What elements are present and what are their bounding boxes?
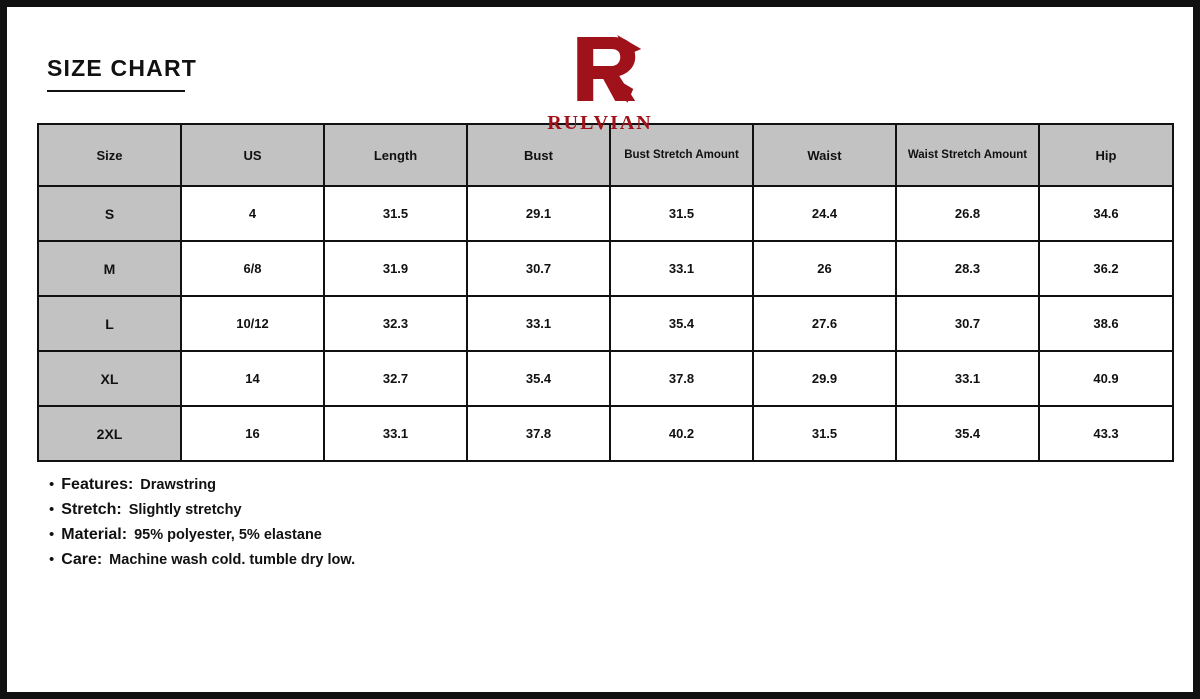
table-row [38, 351, 1173, 406]
list-item [49, 526, 1165, 544]
column-header-us: US [181, 124, 324, 186]
cell-waist: 26 [753, 241, 896, 296]
column-header-length: Length [324, 124, 467, 186]
size-table-container [35, 123, 1165, 462]
bullet-icon: • [49, 526, 55, 543]
cell-hip: 40.9 [1039, 351, 1173, 406]
cell-hip: 34.6 [1039, 186, 1173, 241]
list-item [49, 551, 1165, 569]
cell-waist: 24.4 [753, 186, 896, 241]
cell-hip: 43.3 [1039, 406, 1173, 461]
cell-hip: 36.2 [1039, 241, 1173, 296]
cell-bust-stretch: 37.8 [610, 351, 753, 406]
cell-us: 4 [181, 186, 324, 241]
cell-length: 33.1 [324, 406, 467, 461]
note-label: Stretch: [61, 501, 122, 518]
column-header-waist: Waist [753, 124, 896, 186]
cell-bust-stretch: 33.1 [610, 241, 753, 296]
cell-bust-stretch: 40.2 [610, 406, 753, 461]
cell-size: L [38, 296, 181, 351]
note-value: Slightly stretchy [128, 502, 242, 518]
size-table [37, 123, 1174, 462]
cell-bust: 35.4 [467, 351, 610, 406]
title-underline [47, 90, 185, 92]
bullet-icon: • [49, 551, 55, 568]
bullet-icon: • [49, 501, 55, 518]
note-value: Drawstring [140, 477, 217, 493]
cell-length: 31.9 [324, 241, 467, 296]
bullet-icon: • [49, 476, 55, 493]
cell-bust: 37.8 [467, 406, 610, 461]
list-item [49, 501, 1165, 519]
cell-size: 2XL [38, 406, 181, 461]
cell-us: 6/8 [181, 241, 324, 296]
cell-size: S [38, 186, 181, 241]
rulvian-r-logo-icon [547, 33, 653, 110]
page-title: SIZE CHART [47, 55, 197, 81]
cell-hip: 38.6 [1039, 296, 1173, 351]
column-header-waist-stretch-amount: Waist Stretch Amount [896, 124, 1039, 186]
title-block [47, 55, 197, 92]
table-row [38, 296, 1173, 351]
cell-waist: 29.9 [753, 351, 896, 406]
document-header [35, 29, 1165, 134]
cell-waist-stretch: 35.4 [896, 406, 1039, 461]
column-header-hip: Hip [1039, 124, 1173, 186]
list-item [49, 476, 1165, 494]
cell-bust: 29.1 [467, 186, 610, 241]
brand-logo [547, 33, 653, 135]
brand-name: RULVIAN [547, 112, 653, 134]
cell-size: M [38, 241, 181, 296]
cell-length: 31.5 [324, 186, 467, 241]
cell-waist-stretch: 33.1 [896, 351, 1039, 406]
cell-us: 14 [181, 351, 324, 406]
cell-waist-stretch: 26.8 [896, 186, 1039, 241]
cell-bust-stretch: 35.4 [610, 296, 753, 351]
table-row [38, 186, 1173, 241]
note-label: Care: [61, 551, 103, 568]
cell-waist-stretch: 30.7 [896, 296, 1039, 351]
cell-waist-stretch: 28.3 [896, 241, 1039, 296]
note-value: Machine wash cold. tumble dry low. [109, 552, 356, 568]
product-notes [35, 476, 1165, 569]
cell-waist: 27.6 [753, 296, 896, 351]
column-header-size: Size [38, 124, 181, 186]
cell-bust: 33.1 [467, 296, 610, 351]
cell-bust: 30.7 [467, 241, 610, 296]
note-label: Material: [61, 526, 128, 543]
cell-us: 16 [181, 406, 324, 461]
table-row [38, 241, 1173, 296]
column-header-bust: Bust [467, 124, 610, 186]
cell-bust-stretch: 31.5 [610, 186, 753, 241]
table-row [38, 406, 1173, 461]
column-header-bust-stretch-amount: Bust Stretch Amount [610, 124, 753, 186]
cell-size: XL [38, 351, 181, 406]
cell-waist: 31.5 [753, 406, 896, 461]
cell-length: 32.3 [324, 296, 467, 351]
cell-length: 32.7 [324, 351, 467, 406]
cell-us: 10/12 [181, 296, 324, 351]
note-value: 95% polyester, 5% elastane [134, 527, 322, 543]
note-label: Features: [61, 476, 134, 493]
